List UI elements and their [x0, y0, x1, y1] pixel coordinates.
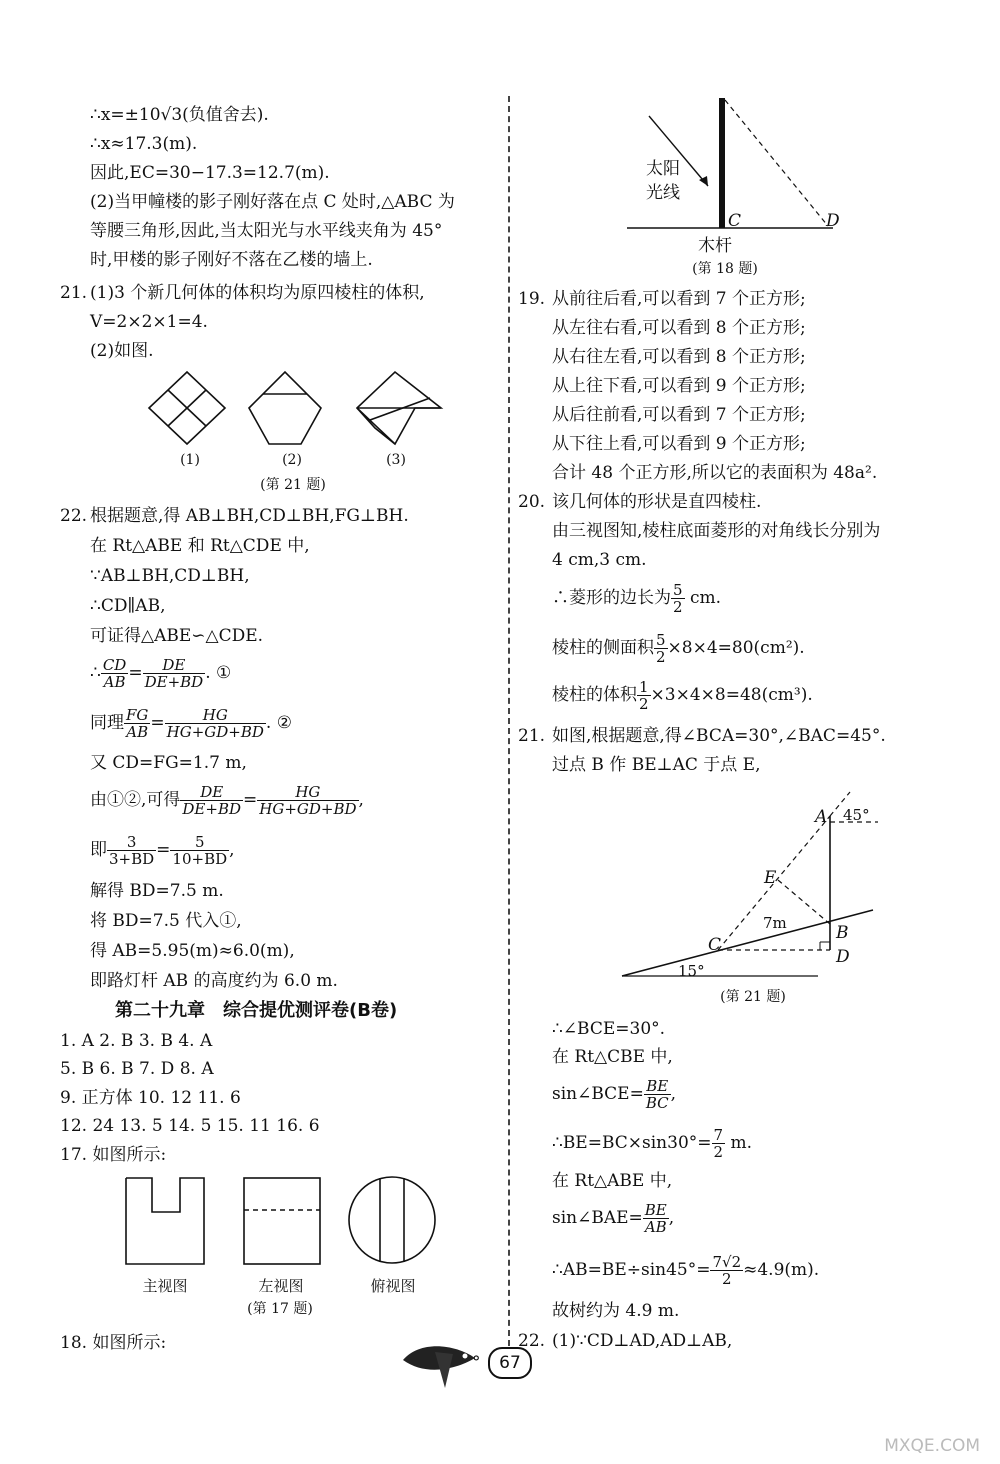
numerator: 5	[656, 631, 666, 649]
formula-line	[552, 1074, 676, 1114]
text-line: 故树约为 4.9 m.	[552, 1301, 680, 1321]
formula-text: ∴菱形的边长为	[552, 588, 671, 608]
formula-line	[552, 675, 813, 715]
fig17-label: 左视图	[258, 1277, 304, 1295]
figure-caption: (第 21 题)	[720, 989, 786, 1005]
fig21-label: (2)	[282, 452, 302, 468]
formula-text: 由①②,可得	[90, 790, 181, 810]
formula-text: cm.	[684, 588, 721, 608]
figure-caption: (第 21 题)	[260, 477, 326, 493]
formula-text: ×3×4×8=48(cm³).	[650, 685, 813, 705]
text-line: 解得 BD=7.5 m.	[90, 881, 224, 901]
text-line: 因此,EC=30−17.3=12.7(m).	[90, 163, 330, 183]
formula-line: ∴ $\frac{CD}{AB}$ = $\frac{DE}{DE+BD}$ . ①	[90, 656, 232, 691]
fig17-label: 俯视图	[370, 1277, 416, 1295]
numerator: FG	[126, 706, 149, 724]
fig21-label: C	[708, 935, 722, 955]
fig21-label: 7m	[763, 914, 787, 932]
text-line: 从右往左看,可以看到 8 个正方形;	[552, 347, 806, 367]
fraction	[180, 784, 243, 817]
denominator: HG+GD+BD	[259, 800, 357, 818]
fig21-label: E	[764, 868, 777, 888]
denominator: DE+BD	[182, 800, 241, 818]
numerator: DE	[143, 657, 206, 674]
text-line: (2)当甲幢楼的影子刚好落在点 C 处时,△ABC 为	[90, 192, 455, 212]
denominator: AB	[103, 673, 126, 691]
question-number: 22.	[60, 506, 88, 526]
denominator: 2	[713, 1143, 724, 1161]
numerator: 5	[170, 834, 229, 851]
formula-line	[552, 1250, 819, 1290]
formula-text: ,	[229, 840, 235, 860]
text-line: 如图,根据题意,得∠BCA=30°,∠BAC=45°.	[552, 726, 886, 746]
fraction	[643, 1202, 669, 1235]
numerator: 5	[673, 581, 683, 599]
fig18-label: 木杆	[698, 236, 732, 256]
formula-text: ,	[670, 1084, 677, 1104]
numerator: 7√2	[712, 1253, 742, 1271]
formula-text: . ①	[205, 663, 232, 683]
text-line: 4 cm,3 cm.	[552, 550, 647, 570]
fraction	[644, 1078, 671, 1111]
fraction	[712, 1127, 726, 1160]
formula-text: ×8×4=80(cm²).	[667, 638, 805, 658]
denominator: 2	[639, 695, 649, 713]
numerator: DE	[180, 784, 243, 801]
fig17-three-views	[120, 1172, 450, 1272]
formula-text: ,	[358, 790, 364, 810]
text-line: ∴∠BCE=30°.	[552, 1019, 666, 1039]
fig18-label: C	[728, 211, 742, 231]
denominator: 10+BD	[172, 850, 228, 868]
fig18-label: 光线	[646, 183, 680, 203]
fraction	[101, 657, 129, 690]
text-line: 又 CD=FG=1.7 m,	[90, 753, 247, 773]
text-line: 从下往上看,可以看到 9 个正方形;	[552, 434, 806, 454]
question-number: 21.	[60, 283, 88, 303]
text-line: 在 Rt△ABE 中,	[552, 1171, 673, 1191]
fig21-label: B	[836, 923, 849, 943]
question-number: 19.	[518, 289, 546, 309]
formula-line	[552, 578, 721, 618]
numerator: BE	[644, 1078, 671, 1095]
fig21-label: (3)	[386, 452, 406, 468]
fig21-label: (1)	[180, 452, 200, 468]
question-number: 20.	[518, 492, 546, 512]
formula-text: sin∠BCE=	[552, 1084, 644, 1104]
denominator: AB	[644, 1218, 667, 1236]
formula-text: m.	[725, 1133, 752, 1153]
formula-line: 即 $\frac{3}{3+BD}$ = $\frac{5}{10+BD}$ ,	[90, 833, 235, 868]
text-line: 过点 B 作 BE⊥AC 于点 E,	[552, 755, 761, 775]
column-divider	[508, 96, 510, 1346]
formula-text: sin∠BAE=	[552, 1208, 643, 1228]
fig18-label: 太阳	[646, 159, 680, 179]
denominator: AB	[126, 723, 149, 741]
question-number: 22.	[518, 1331, 546, 1351]
text-line: 由三视图知,棱柱底面菱形的对角线长分别为	[552, 521, 881, 541]
question-number: 21.	[518, 726, 546, 746]
denominator: 2	[722, 1270, 732, 1288]
figure-caption: (第 18 题)	[692, 261, 758, 277]
text-line: 在 Rt△CBE 中,	[552, 1047, 673, 1067]
formula-text: 同理	[90, 713, 124, 733]
watermark-logo: MXQE.COM	[884, 1436, 980, 1456]
answer-row: 9. 正方体 10. 12 11. 6	[60, 1088, 241, 1108]
formula-line	[552, 1123, 752, 1163]
fig21-label: 45°	[843, 806, 870, 824]
fraction	[710, 1254, 743, 1287]
text-line: 合计 48 个正方形,所以它的表面积为 48a².	[552, 463, 878, 483]
text-line: 18. 如图所示:	[60, 1333, 167, 1353]
text-line: 从后往前看,可以看到 7 个正方形;	[552, 405, 806, 425]
formula-text: ∴AB=BE÷sin45°=	[552, 1260, 711, 1280]
fraction	[170, 834, 229, 867]
formula-line	[552, 1198, 674, 1238]
chapter-heading: 第二十九章 综合提优测评卷(B卷)	[115, 1000, 398, 1021]
formula-text: ≈4.9(m).	[743, 1260, 820, 1280]
numerator: HG	[257, 784, 358, 801]
formula-text: ∴BE=BC×sin30°=	[552, 1133, 712, 1153]
denominator: HG+GD+BD	[166, 723, 264, 741]
text-line: ∵AB⊥BH,CD⊥BH,	[90, 566, 250, 586]
denominator: DE+BD	[144, 673, 204, 691]
text-line: 得 AB=5.95(m)≈6.0(m),	[90, 941, 295, 961]
text-line: ∴x≈17.3(m).	[90, 134, 198, 154]
denominator: BC	[645, 1094, 669, 1112]
figure-caption: (第 17 题)	[247, 1301, 313, 1317]
numerator: 1	[639, 678, 649, 696]
formula-line: 同理 $\frac{FG}{AB}$ = $\frac{HG}{HG+GD+BD}$ . ②	[90, 706, 292, 741]
formula-text: 棱柱的体积	[552, 685, 637, 705]
fraction	[654, 632, 668, 665]
fraction	[257, 784, 358, 817]
text-line: ∴CD∥AB,	[90, 596, 166, 616]
fig21-label: D	[836, 947, 850, 967]
dot-separator: °	[472, 1353, 481, 1373]
formula-text: ,	[668, 1208, 675, 1228]
fraction	[637, 679, 651, 712]
answer-row: 5. B 6. B 7. D 8. A	[60, 1059, 214, 1079]
text-line: 从左往右看,可以看到 8 个正方形;	[552, 318, 806, 338]
text-line: 将 BD=7.5 代入①,	[90, 911, 242, 931]
denominator: 3+BD	[109, 850, 155, 868]
answer-row: 12. 24 13. 5 14. 5 15. 11 16. 6	[60, 1116, 320, 1136]
text-line: 可证得△ABE∽△CDE.	[90, 626, 264, 646]
text-line: 17. 如图所示:	[60, 1145, 167, 1165]
numerator: BE	[644, 1201, 667, 1219]
formula-text: ∴	[90, 663, 101, 683]
fig17-label: 主视图	[142, 1277, 188, 1295]
text-line: (2)如图.	[90, 341, 154, 361]
fraction	[143, 657, 206, 690]
text-line: ∴x=±10√3(负值舍去).	[90, 105, 269, 125]
text-line: 等腰三角形,因此,当太阳光与水平线夹角为 45°	[90, 221, 443, 241]
numerator: CD	[102, 656, 127, 674]
text-line: 在 Rt△ABE 和 Rt△CDE 中,	[90, 536, 310, 556]
page-number: 67	[488, 1347, 532, 1379]
denominator: 2	[673, 598, 683, 616]
fraction	[165, 707, 266, 740]
denominator: 2	[656, 648, 666, 666]
numerator: 7	[713, 1126, 724, 1144]
formula-line: 由①②,可得 $\frac{DE}{DE+BD}$ = $\frac{HG}{HG+GD+BD}$ ,	[90, 783, 364, 818]
text-line: 即路灯杆 AB 的高度约为 6.0 m.	[90, 971, 338, 991]
text-line: 该几何体的形状是直四棱柱.	[552, 492, 762, 512]
text-line: 从上往下看,可以看到 9 个正方形;	[552, 376, 806, 396]
fraction	[671, 582, 685, 615]
fig21-label: 15°	[678, 962, 705, 980]
answer-row: 1. A 2. B 3. B 4. A	[60, 1031, 213, 1051]
numerator: 3	[107, 834, 156, 851]
text-line: 时,甲楼的影子刚好不落在乙楼的墙上.	[90, 250, 373, 270]
text-line: (1)∵CD⊥AD,AD⊥AB,	[552, 1331, 733, 1351]
formula-text: 即	[90, 840, 107, 860]
fig21-left-diagram	[145, 368, 455, 448]
text-line: V=2×2×1=4.	[90, 312, 208, 332]
formula-text: . ②	[265, 713, 292, 733]
fraction	[107, 834, 156, 867]
fig21-label: A	[815, 807, 828, 827]
formula-line	[552, 628, 805, 668]
text-line: (1)3 个新几何体的体积均为原四棱柱的体积,	[90, 283, 425, 303]
fig18-label: D	[826, 211, 840, 231]
text-line: 从前往后看,可以看到 7 个正方形;	[552, 289, 806, 309]
text-line: 根据题意,得 AB⊥BH,CD⊥BH,FG⊥BH.	[90, 506, 409, 526]
formula-text: 棱柱的侧面积	[552, 638, 654, 658]
fraction	[124, 707, 150, 740]
numerator: HG	[165, 707, 266, 724]
